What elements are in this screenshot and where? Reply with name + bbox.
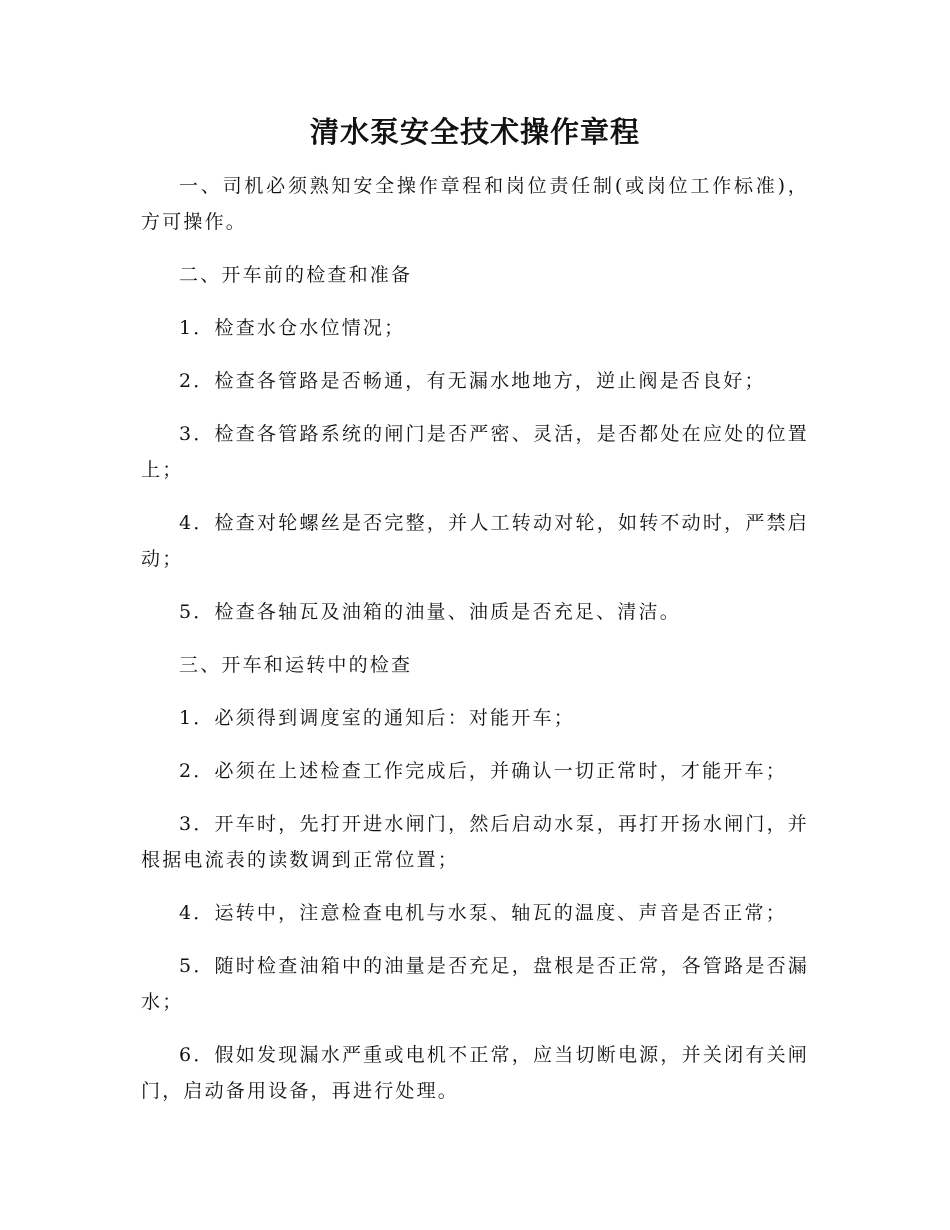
document-title: 清水泵安全技术操作章程 — [309, 115, 640, 149]
paragraph-section-3-heading: 三、开车和运转中的检查 — [179, 654, 413, 676]
paragraph-item: 5．随时检查油箱中的油量是否充足，盘根是否正常，各管路是否漏水； — [141, 955, 809, 1013]
paragraph-section-2-heading: 二、开车前的检查和准备 — [179, 264, 413, 286]
paragraph-item: 6．假如发现漏水严重或电机不正常，应当切断电源，并关闭有关闸门，启动备用设备，再进行处理。 — [141, 1044, 809, 1102]
document-body — [141, 168, 809, 1126]
paragraph-item: 4．检查对轮螺丝是否完整，并人工转动对轮，如转不动时，严禁启动； — [141, 512, 809, 570]
paragraph-item: 2．必须在上述检查工作完成后，并确认一切正常时，才能开车； — [179, 760, 787, 782]
paragraph-item: 5．检查各轴瓦及油箱的油量、油质是否充足、清洁。 — [179, 601, 681, 623]
paragraph-item: 2．检查各管路是否畅通，有无漏水地地方，逆止阀是否良好； — [179, 370, 766, 392]
paragraph-item: 3．开车时，先打开进水闸门，然后启动水泵，再打开扬水闸门，并根据电流表的读数调到正常位置； — [141, 813, 809, 871]
paragraph-item: 1．检查水仓水位情况； — [179, 317, 406, 339]
paragraph-item: 1．必须得到调度室的通知后：对能开车； — [179, 707, 575, 729]
paragraph-section-1: 一、司机必须熟知安全操作章程和岗位责任制(或岗位工作标准)，方可操作。 — [141, 175, 809, 233]
paragraph-item: 4．运转中，注意检查电机与水泵、轴瓦的温度、声音是否正常； — [179, 902, 787, 924]
paragraph-item: 3．检查各管路系统的闸门是否严密、灵活，是否都处在应处的位置上； — [141, 423, 809, 481]
